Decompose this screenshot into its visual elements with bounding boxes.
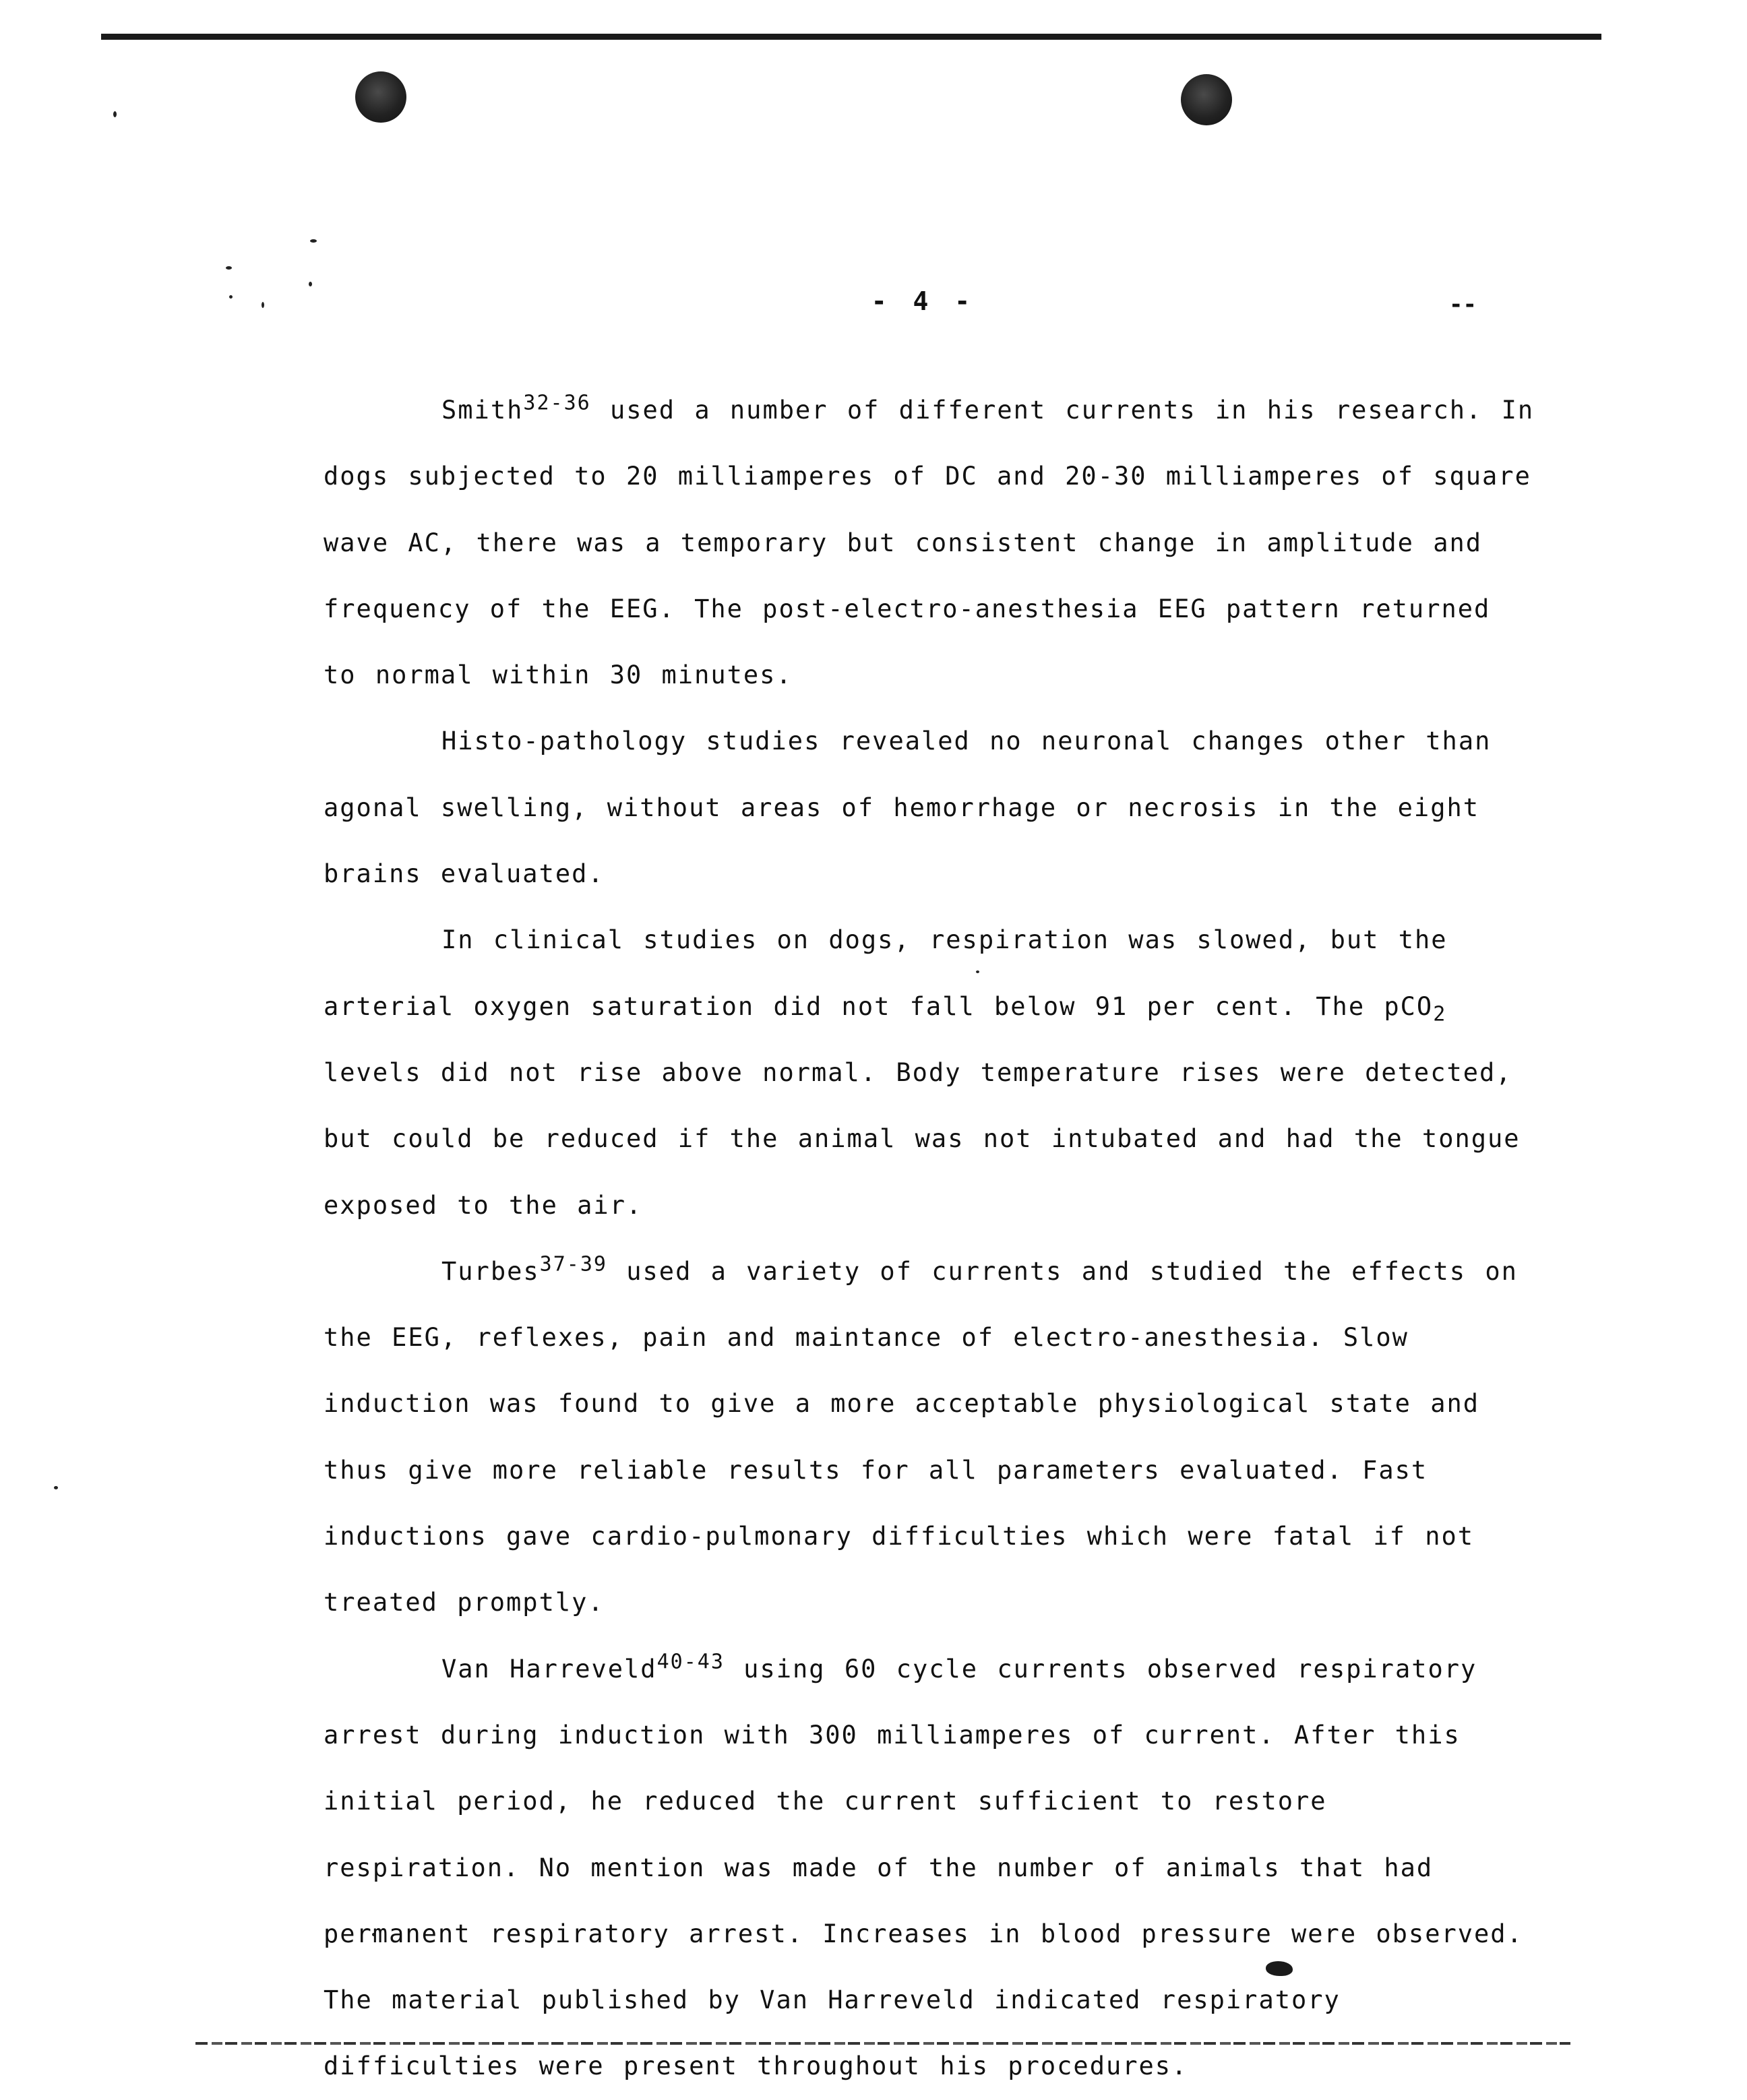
subscript: 2 xyxy=(1433,1002,1447,1026)
corner-mark: -- xyxy=(1449,291,1477,318)
paragraph-text: used a variety of currents and studied the effects on the EEG, reflexes, pain and maintance of electro-anesthesia. Slow induction was found to give a more acceptable physiological state and thus give more reliable results for all parameters evaluated. Fast inductions gave cardio-pulmonary difficulties which were fatal if not treated promptly. xyxy=(324,1256,1518,1617)
paragraph-text: used a number of different currents in his research. In dogs subjected to 20 milliamperes of DC and 20-30 milliamperes of square wave AC, there was a temporary but consistent change in amplitude and frequency of the EEG. The post-electro-anesthesia EEG pattern returned to normal within 30 minutes. xyxy=(324,396,1535,690)
scan-speck xyxy=(229,295,233,299)
citation-superscript: 32-36 xyxy=(523,391,591,415)
ink-smudge xyxy=(1266,1961,1293,1976)
top-scan-border xyxy=(101,34,1601,40)
paragraph-clinical-studies xyxy=(324,907,1537,1238)
paragraph-text: Smith xyxy=(441,396,524,425)
paragraph-text: using 60 cycle currents observed respiratory arrest during induction with 300 milliamperes of current. After this initial period, he reduced the current sufficient to restore respiration. No mention was made of the number of animals that had permanent respiratory arrest. Increases in blood pressure were observed. The material published by Van Harreveld indicated respiratory difficulties were present throughout his procedures. xyxy=(324,1654,1523,2081)
scan-speck xyxy=(113,111,117,117)
paragraph-van-harreveld xyxy=(324,1636,1537,2100)
body-text xyxy=(324,377,1537,2100)
scan-speck xyxy=(262,302,264,308)
bottom-scan-border xyxy=(195,2042,1570,2045)
scan-speck xyxy=(310,239,317,243)
paragraph-text: Turbes xyxy=(441,1256,540,1286)
paragraph-text: In clinical studies on dogs, respiration was slowed, but the arterial oxygen saturation did not fall below 91 per cent. The pCO xyxy=(324,925,1448,1021)
paragraph-histo-pathology: Histo-pathology studies revealed no neuronal changes other than agonal swelling, without areas of hemorrhage or necrosis in the eight brains evaluated. xyxy=(324,727,1492,889)
scan-speck xyxy=(309,282,312,286)
page-number: - 4 - xyxy=(871,286,976,316)
paragraph-turbes xyxy=(324,1239,1537,1636)
punch-hole-left xyxy=(355,71,406,123)
paragraph-smith xyxy=(324,377,1537,708)
scan-speck xyxy=(54,1486,58,1489)
paragraph-text: levels did not rise above normal. Body temperature rises were detected, but could be reduced if the animal was not intubated and had the tongue exposed to the air. xyxy=(324,1057,1521,1220)
citation-superscript: 37-39 xyxy=(539,1252,607,1276)
scan-speck xyxy=(226,266,232,270)
paragraph-text: Van Harreveld xyxy=(441,1654,657,1684)
punch-hole-right xyxy=(1181,74,1232,125)
citation-superscript: 40-43 xyxy=(656,1650,725,1674)
